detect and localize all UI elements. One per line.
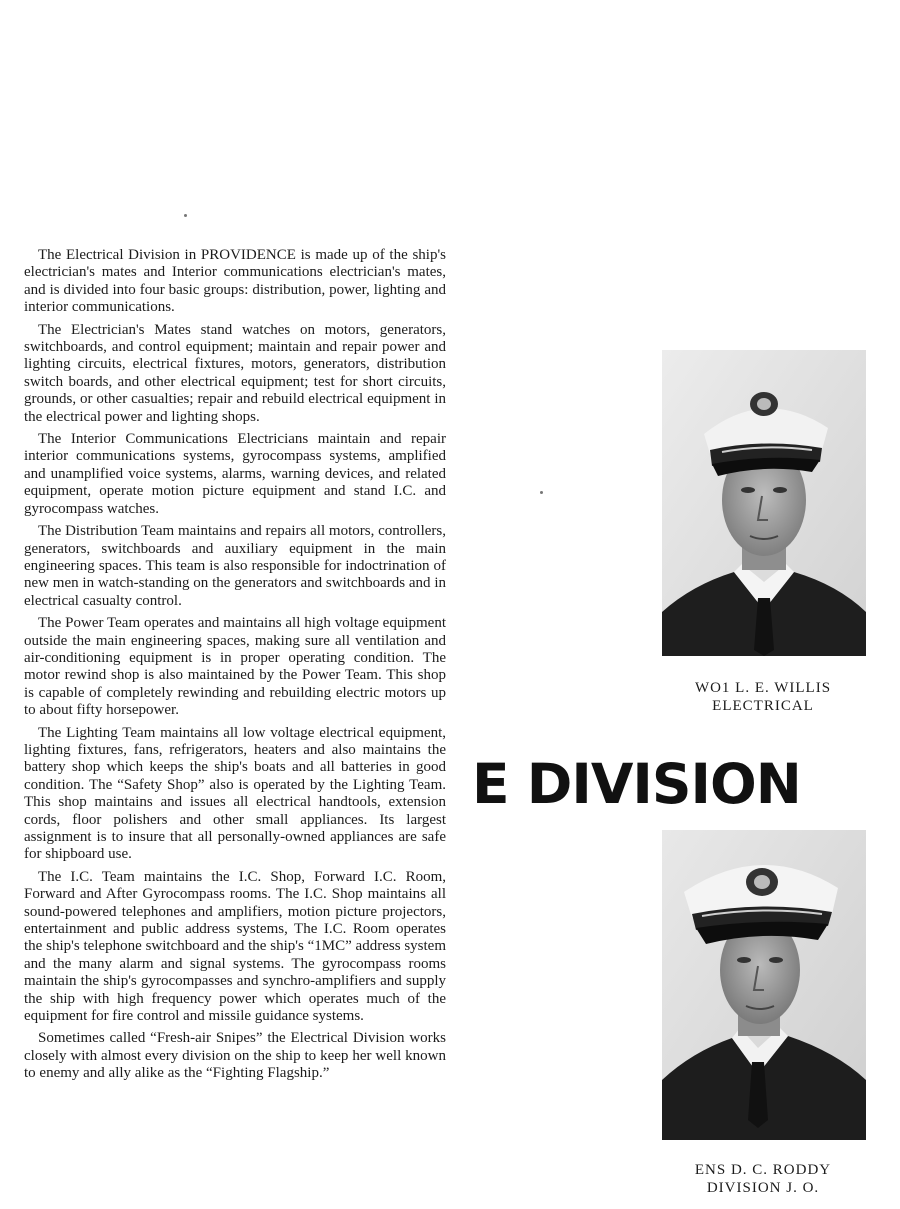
caption-role: ELECTRICAL (712, 698, 814, 714)
caption-rank-name: ENS D. C. RODDY (694, 1162, 832, 1178)
article-body (24, 247, 446, 1088)
print-speck (540, 491, 543, 494)
article-paragraph: The Distribution Team maintains and repairs all motors, controllers, generators, switchboards and auxiliary equipment in the main engineering spaces. This team is also responsible for indoctrination of new men in watch-standing on the generators and switchboards and in electrical casualty control. (24, 523, 446, 609)
article-paragraph: The Interior Communications Electricians maintain and repair interior communications systems, gyrocompass systems, amplified and unamplified voice systems, alarms, warning devices, and related equipment, operate motion picture equipment and stand I.C. and gyrocompass watches. (24, 431, 446, 517)
print-speck (184, 214, 187, 217)
article-paragraph: The I.C. Team maintains the I.C. Shop, Forward I.C. Room, Forward and After Gyrocompass rooms. The I.C. Shop maintains all sound-powered telephones and amplifiers, motion picture projectors, entertainment and public address systems, The I.C. Room operates the ship's telephone switchboard and the ship's “1MC” address system and the many alarm and signal systems. The gyrocompass rooms maintain the ship's gyrocompasses and synchro-amplifiers and supply the ship with high frequency power which operates much of the equipment for fire control and missile guidance systems. (24, 868, 446, 1025)
caption-rank-name: WO1 L. E. WILLIS (694, 680, 832, 696)
article-paragraph: Sometimes called “Fresh-air Snipes” the Electrical Division works closely with almost every division on the ship to keep her well known to enemy and ally alike as the “Fighting Flagship.” (24, 1030, 446, 1082)
caption-role: DIVISION J. O. (706, 1180, 820, 1196)
division-title: E DIVISION (472, 752, 801, 816)
portrait-photo-roddy (662, 830, 866, 1140)
article-paragraph: The Power Team operates and maintains all high voltage equipment outside the main engineering spaces, making sure all ventilation and air-conditioning equipment is in proper operating condition. The motor rewind shop is also maintained by the Power Team. This shop is capable of completely rewinding and rebuilding electric motors up to about fifty horsepower. (24, 615, 446, 719)
portrait-illustration (662, 830, 866, 1140)
caption-willis (633, 679, 893, 715)
article-paragraph: The Lighting Team maintains all low voltage electrical equipment, lighting fixtures, fans, refrigerators, heaters and also maintains the battery shop which keeps the ship's boats and all batteries in good condition. The “Safety Shop” also is operated by the Lighting Team. This shop maintains and issues all electrical handtools, extension cords, floor polishers and other small appliances. Its largest assignment is to insure that all personally-owned appliances are safe for shipboard use. (24, 724, 446, 863)
article-paragraph: The Electrical Division in PROVIDENCE is made up of the ship's electrician's mates and Interior communications electrician's mates, and is divided into four basic groups: distribution, power, lighting and interior communications. (24, 247, 446, 316)
portrait-photo-willis (662, 350, 866, 656)
article-paragraph: The Electrician's Mates stand watches on motors, generators, switchboards, and control equipment; maintain and repair power and lighting circuits, electrical fixtures, motors, generators, distribution switch boards, and other electrical equipment; test for short circuits, grounds, or other casualties; repair and rebuild electrical equipment in the electrical power and lighting shops. (24, 321, 446, 425)
caption-roddy (633, 1161, 893, 1197)
portrait-illustration (662, 350, 866, 656)
